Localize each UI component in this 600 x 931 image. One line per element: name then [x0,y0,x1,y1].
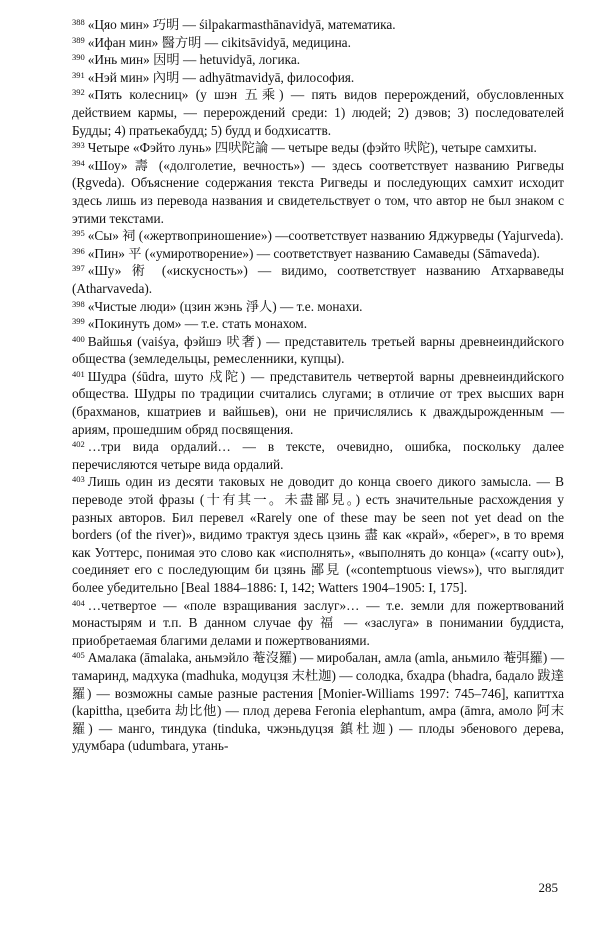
footnote-393 [72,139,564,157]
footnote-text: Шудра (śūdra, шуто 戍陀) — представитель четвертой варны древнеиндийского общества. Шудры по традиции считались слугами; в отличие от трех высших варн (брахманов, кшатриев и вайшьев), они не причислялись к дваждырожденным — ариям, прошедшим обряд посвящения. [72,368,564,437]
footnote-number: 398 [72,298,85,309]
footnote-number: 391 [72,69,85,80]
footnote-390 [72,51,564,69]
footnote-number: 401 [72,368,85,379]
footnote-number: 396 [72,245,85,256]
footnote-402 [72,438,564,473]
footnote-number: 392 [72,87,85,98]
footnote-396 [72,245,564,263]
footnote-405 [72,649,564,755]
footnote-number: 390 [72,52,85,63]
footnote-399 [72,315,564,333]
footnote-text: «Шу» 術 («искусность») — видимо, соответствует названию Атхарваведы (Atharvaveda). [72,263,564,296]
footnote-text: …четвертое — «поле взращивания заслуг»… — т.е. земли для пожертвований монастырям и т.п. В данном случае фу 福 — «заслуга» в понимании буддиста, приобретаемая благими делами и пожертвованиями. [72,597,564,648]
footnote-number: 402 [72,439,85,450]
footnote-number: 393 [72,140,85,151]
footnote-398 [72,298,564,316]
footnote-text: «Инь мин» 因明 — hetuvidyā, логика. [87,52,301,68]
footnote-number: 389 [72,34,85,45]
footnote-text: «Покинуть дом» — т.е. стать монахом. [87,316,308,332]
footnote-text: «Пять колесниц» (у шэн 五乘) — пять видов перерождений, обусловленных действием кармы, — перерождений среди: 1) людей; 2) дэвов; 3) последователей Будды; 4) пратьекабудд; 5) будд и бодхисаттв. [72,87,564,138]
footnote-number: 403 [72,474,85,485]
page-number: 285 [538,880,558,895]
footnote-number: 397 [72,263,85,274]
footnote-403 [72,473,564,596]
footnote-388 [72,16,564,34]
footnote-392 [72,86,564,139]
footnote-number: 395 [72,228,85,239]
footnote-number: 404 [72,597,85,608]
footnote-text: «Цяо мин» 巧明 — śilpakarmasthānavidyā, математика. [87,17,396,32]
footnote-text: …три вида ордалий… — в тексте, очевидно, ошибка, поскольку далее перечисляются четыре вида ордалий. [72,439,564,472]
footnote-395 [72,227,564,245]
footnote-389 [72,34,564,52]
footnote-text: Вайшья (vaiśya, фэйшэ 吠奢) — представитель третьей варны древнеиндийского общества (земледельцы, ремесленники, купцы). [72,333,564,367]
footnote-391 [72,69,564,87]
footnote-number: 405 [72,650,85,661]
footnote-text: Амалака (āmalaka, аньмэйло 菴沒羅) — миробалан, амла (amla, аньмило 菴弭羅) — тамаринд, мадхука (madhuka, модуцзя 末杜迦) — солодка, бхадра (bhadra, бадало 跋達羅) — возможны самые разные растения [Monier-Williams 1997: 745–746], капиттха (kapittha, цзебита 劫比他) — плод дерева Feronia elephantum, амра (āmra, амоло 阿末羅) — манго, тиндука (tinduka, чжэньдуцзя 鎮杜迦) — плоды эбенового дерева, удумбара (udumbara, утань- [72,650,564,754]
footnote-text: Лишь один из десяти таковых не доводит до конца своего дикого замысла. — В переводе этой фразы (十有其一。未盡鄙見。) есть значительные расхождения у разных авторов. Бил перевел «Rarely one of these may be seen not yet dead on the borders (of the river)», видимо трактуя здесь цзинь 盡 как «край», «берег», в то время как Уоттерс, понимая это слово как «исполнять», «выполнять до конца» («carry out»), соединяет его с последующим би цзянь 鄙見 («contemptuous views»), что выглядит более убедительно [Beal 1884–1886: I, 142; Watters 1904–1905: I, 175]. [72,474,564,595]
footnote-text: «Сы» 祠 («жертвоприношение») —соответствует названию Яджурведы (Yajurveda). [87,228,564,244]
footnote-404 [72,597,564,650]
footnote-number: 400 [72,333,85,344]
footnote-number: 399 [72,316,85,327]
footnote-number: 388 [72,17,85,27]
footnote-401 [72,368,564,438]
footnote-text: «Нэй мин» 內明 — adhyātmavidyā, философия. [87,69,355,85]
footnote-text: «Ифан мин» 醫方明 — cikitsāvidyā, медицина. [87,34,351,50]
footnote-394 [72,157,564,227]
footnote-397 [72,262,564,297]
footnote-400 [72,333,564,368]
footnotes-list [72,16,564,755]
footnote-text: «Шоу» 壽 («долголетие, вечность») — здесь соответствует названию Ригведы (Ṛgveda). Объяснение содержания текста Ригведы и последующих самхит исходит здесь лишь из перевода названия и свидетельствует о том, что автор не был знаком с этими текстами. [72,157,564,226]
footnote-number: 394 [72,157,85,168]
footnote-text: Четыре «Фэйто лунь» 四吠陀論 — четыре веды (фэйто 吠陀), четыре самхиты. [87,140,537,156]
footnote-text: «Пин» 平 («умиротворение») — соответствует названию Самаведы (Sāmaveda). [87,245,540,261]
footnote-text: «Чистые люди» (цзин жэнь 淨人) — т.е. монахи. [87,298,363,314]
